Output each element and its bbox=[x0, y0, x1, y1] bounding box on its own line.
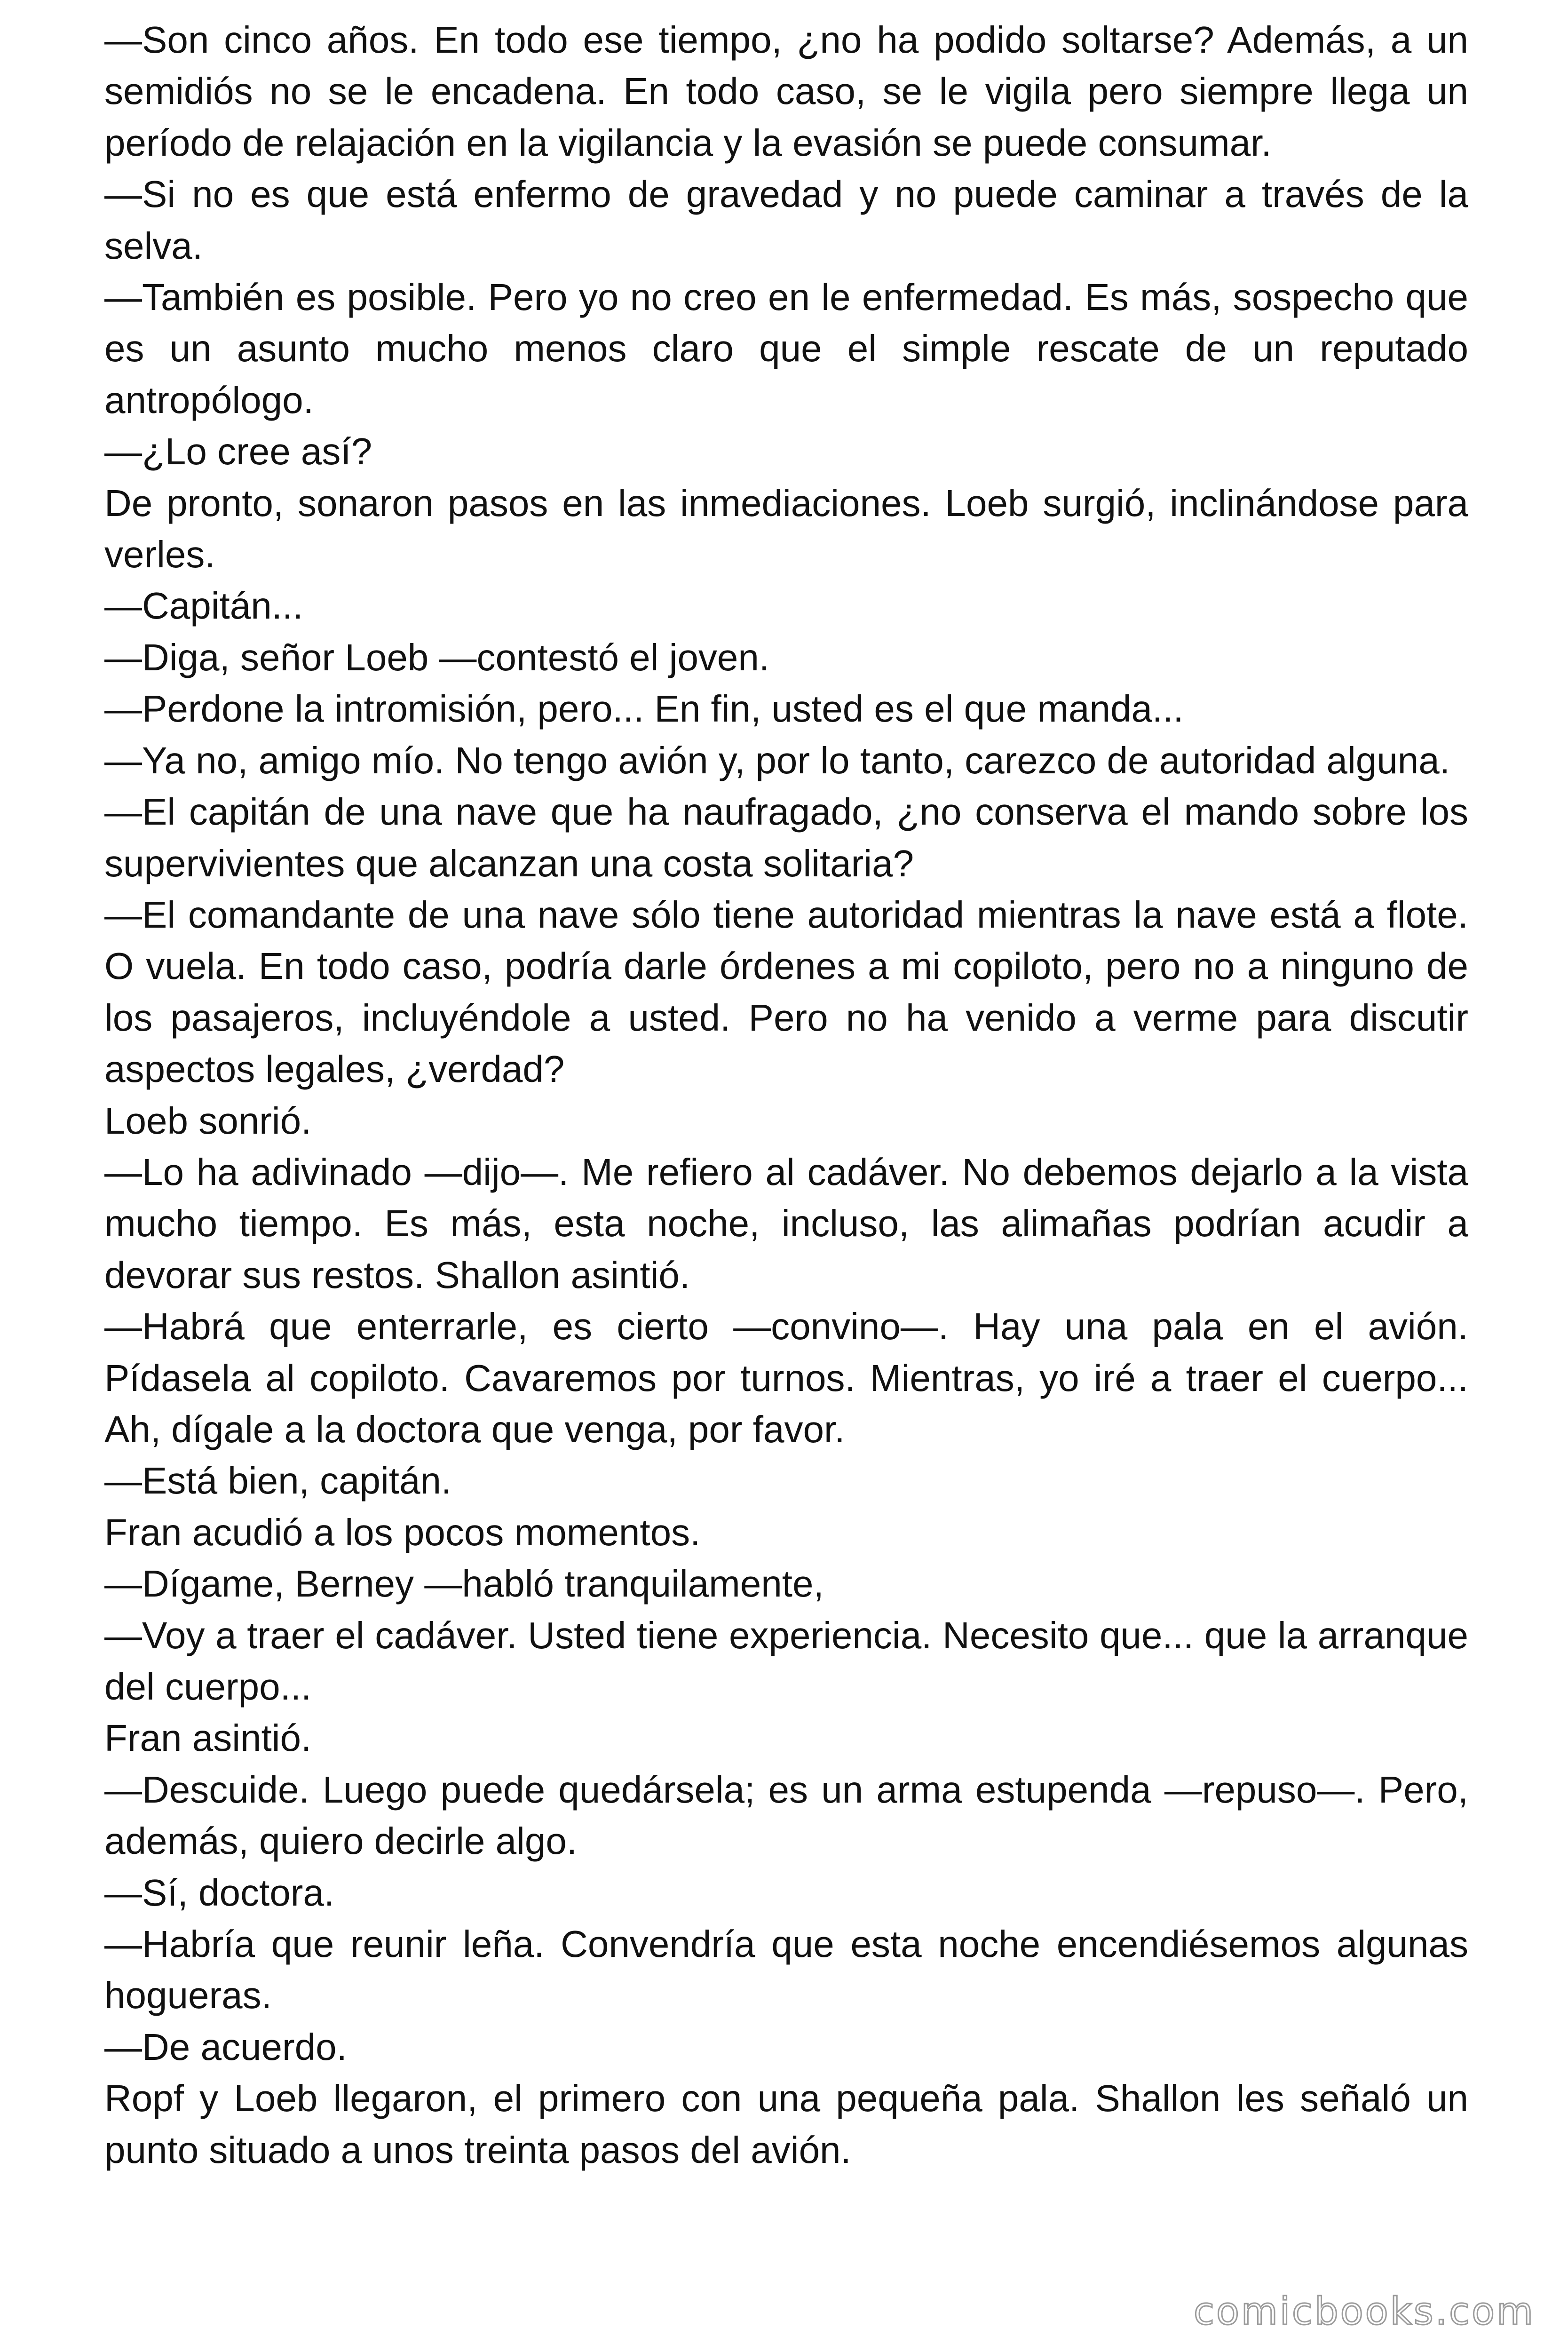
paragraph-21: —Sí, doctora. bbox=[104, 1871, 335, 1914]
paragraph-17: —Dígame, Berney —habló tranquilamente, bbox=[104, 1563, 824, 1605]
paragraph-10: —El capitán de una nave que ha naufragado, ¿no conserva el mando sobre los supervivientes que alcanzan una costa solitaria? bbox=[104, 791, 1468, 884]
paragraph-8: —Perdone la intromisión, pero... En fin, usted es el que manda... bbox=[104, 688, 1184, 730]
paragraph-6: —Capitán... bbox=[104, 585, 303, 627]
paragraph-23: —De acuerdo. bbox=[104, 2026, 347, 2068]
paragraph-7: —Diga, señor Loeb —contestó el joven. bbox=[104, 636, 770, 678]
paragraph-24: Ropf y Loeb llegaron, el primero con una pequeña pala. Shallon les señaló un punto situado a unos treinta pasos del avión. bbox=[104, 2077, 1468, 2171]
paragraph-20: —Descuide. Luego puede quedársela; es un arma estupenda —repuso—. Pero, además, quiero decirle algo. bbox=[104, 1768, 1468, 1862]
paragraph-22: —Habría que reunir leña. Convendría que esta noche encendiésemos algunas hogueras. bbox=[104, 1923, 1468, 2017]
paragraph-5: De pronto, sonaron pasos en las inmediaciones. Loeb surgió, inclinándose para verles. bbox=[104, 482, 1468, 576]
paragraph-16: Fran acudió a los pocos momentos. bbox=[104, 1511, 701, 1553]
page-body bbox=[104, 14, 1468, 2333]
paragraph-3: —También es posible. Pero yo no creo en le enfermedad. Es más, sospecho que es un asunto mucho menos claro que el simple rescate de un reputado antropólogo. bbox=[104, 276, 1468, 421]
paragraph-9: —Ya no, amigo mío. No tengo avión y, por lo tanto, carezco de autoridad alguna. bbox=[104, 739, 1450, 781]
paragraph-2: —Si no es que está enfermo de gravedad y no puede caminar a través de la selva. bbox=[104, 173, 1468, 267]
paragraph-13: —Lo ha adivinado —dijo—. Me refiero al cadáver. No debemos dejarlo a la vista mucho tiempo. Es más, esta noche, incluso, las alimañas podrían acudir a devorar sus restos. Shallon asintió. bbox=[104, 1151, 1468, 1296]
paragraph-11: —El comandante de una nave sólo tiene autoridad mientras la nave está a flote. O vuela. En todo caso, podría darle órdenes a mi copiloto, pero no a ninguno de los pasajeros, incluyéndole a usted. Pero no ha venido a verme para discutir aspectos legales, ¿verdad? bbox=[104, 893, 1468, 1090]
paragraph-1: —Son cinco años. En todo ese tiempo, ¿no ha podido soltarse? Además, a un semidiós no se le encadena. En todo caso, se le vigila pero siempre llega un período de relajación en la vigilancia y la evasión se puede consumar. bbox=[104, 19, 1468, 164]
paragraph-14: —Habrá que enterrarle, es cierto —convino—. Hay una pala en el avión. Pídasela al copiloto. Cavaremos por turnos. Mientras, yo iré a traer el cuerpo... Ah, dígale a la doctora que venga, por favor. bbox=[104, 1305, 1468, 1450]
paragraph-18: —Voy a traer el cadáver. Usted tiene experiencia. Necesito que... que la arranque del cuerpo... bbox=[104, 1614, 1468, 1708]
paragraph-19: Fran asintió. bbox=[104, 1717, 312, 1759]
watermark: comicbooks.com bbox=[1193, 2289, 1535, 2333]
paragraph-4: —¿Lo cree así? bbox=[104, 430, 372, 473]
paragraph-12: Loeb sonrió. bbox=[104, 1099, 312, 1142]
paragraph-15: —Está bien, capitán. bbox=[104, 1460, 452, 1502]
